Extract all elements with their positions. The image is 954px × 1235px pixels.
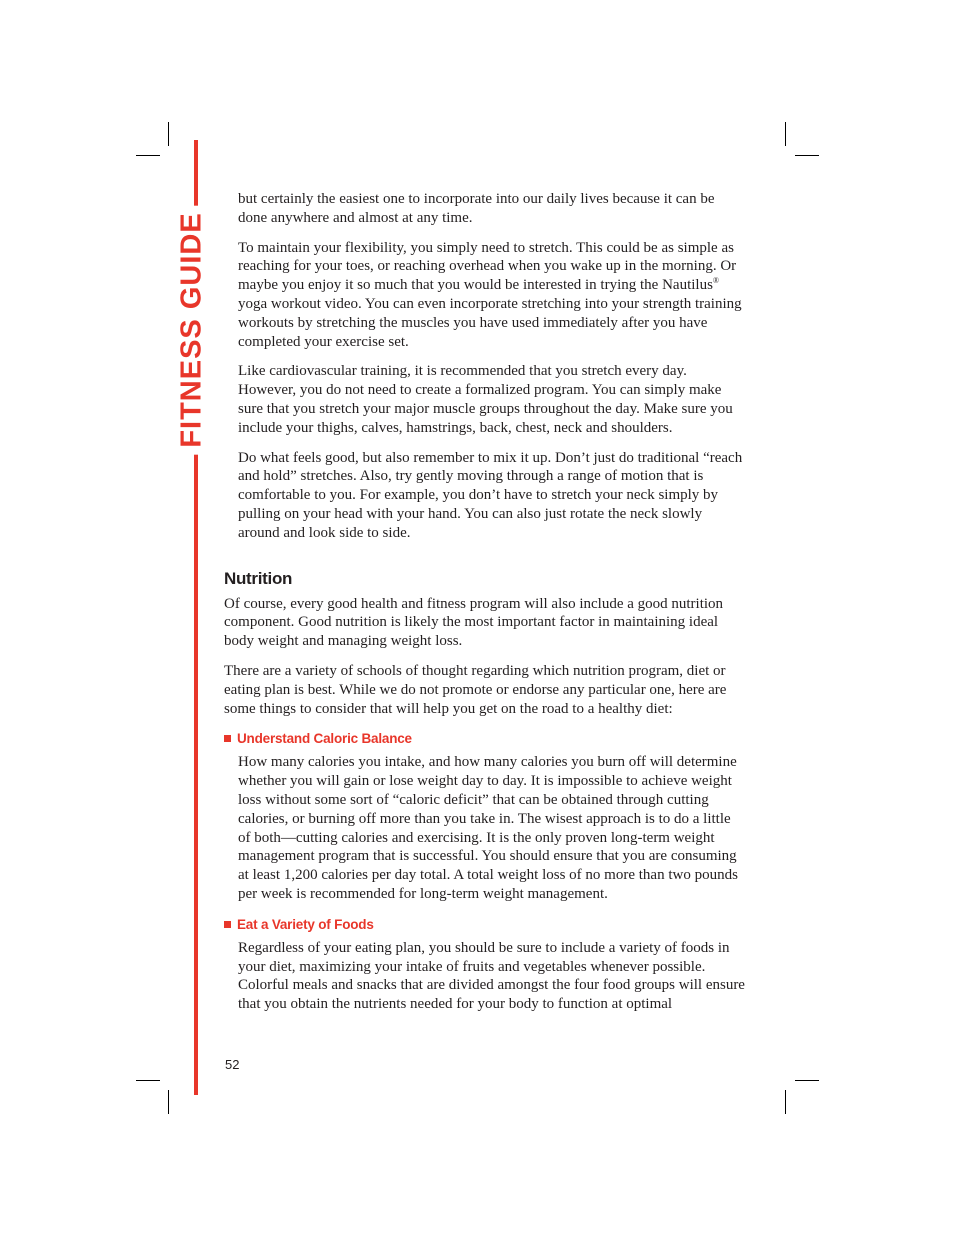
body-paragraph: To maintain your flexibility, you simply need to stretch. This could be as simple as reaching for your toes, or reaching overhead when you wake up in the morning. Or maybe you enjoy it so much that you would be interested in trying the Nautilus® yoga workout video. You can even incorporate stretching into your strength training workouts by stretching the muscles you have used immediately after you have completed your exercise set. bbox=[238, 239, 742, 350]
crop-mark bbox=[136, 1080, 160, 1081]
body-paragraph: There are a variety of schools of thought regarding which nutrition program, diet or eating plan is best. While we do not promote or endorse any particular one, here are some things to consider that will help you get on the road to a healthy diet: bbox=[224, 662, 727, 717]
section-heading-nutrition: Nutrition bbox=[224, 568, 293, 588]
subheading: Eat a Variety of Foods bbox=[224, 916, 746, 933]
page-number: 52 bbox=[225, 1057, 240, 1072]
body-paragraph: but certainly the easiest one to incorporate into our daily lives because it can be done anywhere and almost at any time. bbox=[238, 191, 715, 226]
crop-mark bbox=[168, 1090, 169, 1114]
page-content bbox=[224, 190, 746, 1014]
body-paragraph: Of course, every good health and fitness program will also include a good nutrition component. Good nutrition is likely the most important factor in maintaining ideal body weight and managing weight loss. bbox=[224, 595, 724, 650]
registered-mark: ® bbox=[712, 276, 719, 286]
crop-mark bbox=[785, 1090, 786, 1114]
body-paragraph: How many calories you intake, and how many calories you burn off will determine whether you will gain or lose weight day to day. It is impossible to achieve weight loss without some sort of “caloric deficit” that can be obtained through cutting calories, or burning off more than you take in. The wisest approach is to do a little of both—cutting calories and exercising. It is the only proven long-term weight management program that is successful. You should ensure that you are consuming at least 1,200 calories per day total. A total weight loss of no more than two pounds per week is recommended for long-term weight management. bbox=[238, 754, 738, 902]
crop-mark bbox=[795, 155, 819, 156]
side-title-text: FITNESS GUIDE bbox=[176, 205, 209, 454]
crop-mark bbox=[795, 1080, 819, 1081]
square-bullet-icon bbox=[224, 735, 231, 742]
crop-mark bbox=[785, 122, 786, 146]
body-paragraph: Do what feels good, but also remember to mix it up. Don’t just do traditional “reach and hold” stretches. Also, try gently moving through a range of motion that is comfortable to you. For example, you don’t have to stretch your neck simply by pulling on your head with your hand. You can also just rotate the neck slowly around and look side to side. bbox=[238, 449, 743, 541]
subheading: Understand Caloric Balance bbox=[224, 730, 746, 747]
crop-mark bbox=[168, 122, 169, 146]
body-paragraph: Regardless of your eating plan, you should be sure to include a variety of foods in your diet, maximizing your intake of fruits and vegetables whenever possible. Colorful meals and snacks that are divided amongst the four food groups will ensure that you obtain the nutrients needed for your body to function at optimal bbox=[238, 939, 745, 1013]
crop-mark bbox=[136, 155, 160, 156]
square-bullet-icon bbox=[224, 921, 231, 928]
body-paragraph: Like cardiovascular training, it is recommended that you stretch every day. However, you do not need to create a formalized program. You can simply make sure that you stretch your major muscle groups throughout the day. Make sure you include your thighs, calves, hamstrings, back, chest, neck and shoulders. bbox=[238, 363, 733, 436]
